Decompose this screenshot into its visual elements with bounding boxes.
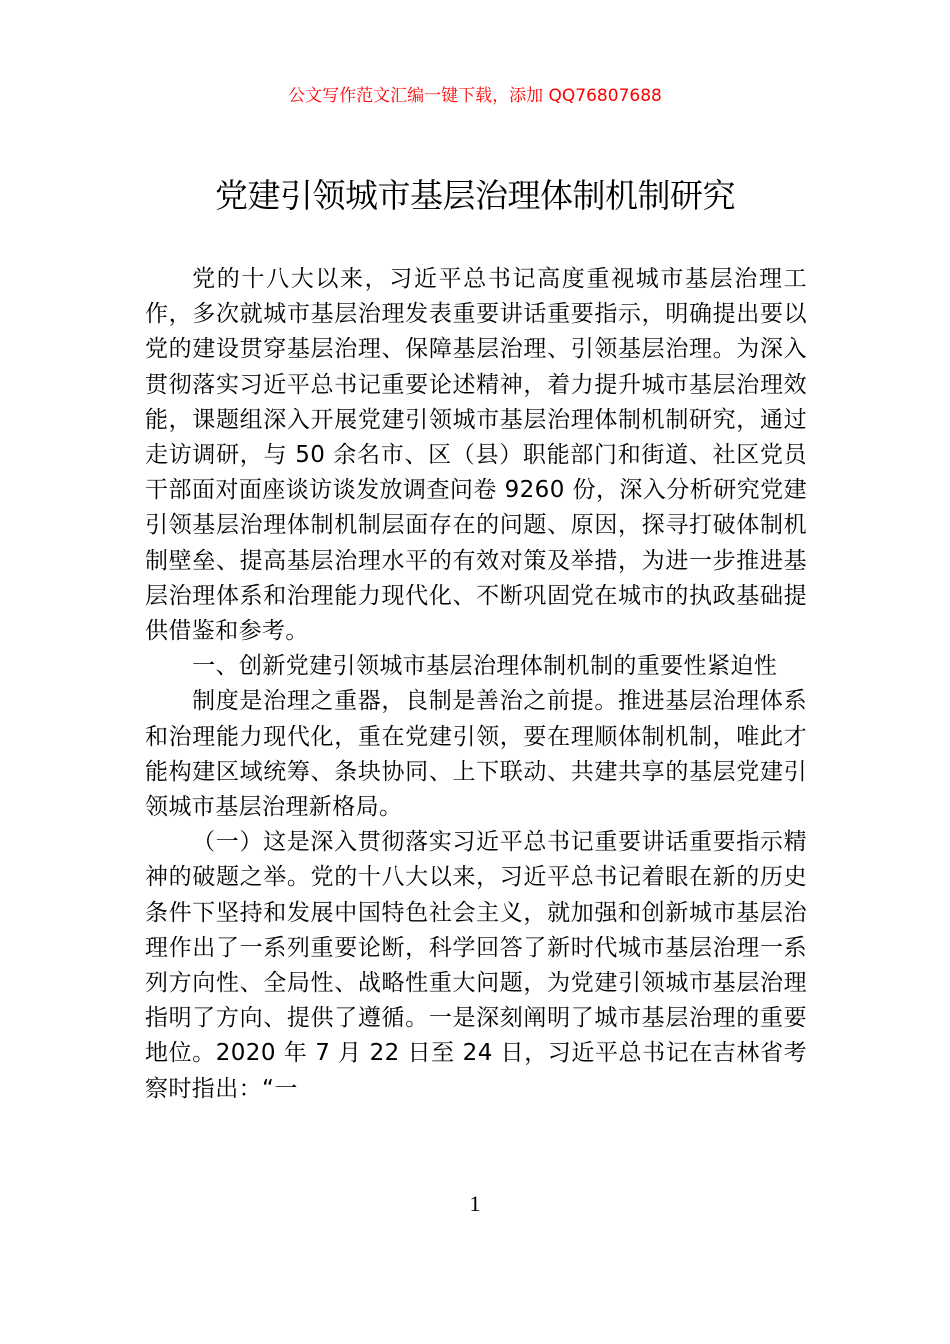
paragraph-subsection-1: （一）这是深入贯彻落实习近平总书记重要讲话重要指示精神的破题之举。党的十八大以来，习近平总书记着眼在新的历史条件下坚持和发展中国特色社会主义，就加强和创新城市基层治理作出了一系列重要论断，科学回答了新时代城市基层治理一系列方向性、全局性、战略性重大问题，为党建引领城市基层治理指明了方向、提供了遵循。一是深刻阐明了城市基层治理的重要地位。2020 年 7 月 22 日至 24 日，习近平总书记在吉林省考察时指出：“一 (145, 829, 807, 1102)
document-body (145, 262, 807, 1107)
paragraph-system: 制度是治理之重器，良制是善治之前提。推进基层治理体系和治理能力现代化，重在党建引领，要在理顺体制机制，唯此才能构建区域统筹、条块协同、上下联动、共建共享的基层党建引领城市基层治理新格局。 (145, 688, 807, 821)
document-title: 党建引领城市基层治理体制机制研究 (215, 176, 735, 215)
paragraph-intro: 党的十八大以来，习近平总书记高度重视城市基层治理工作，多次就城市基层治理发表重要讲话重要指示，明确提出要以党的建设贯穿基层治理、保障基层治理、引领基层治理。为深入贯彻落实习近平总书记重要论述精神，着力提升城市基层治理效能，课题组深入开展党建引领城市基层治理体制机制研究，通过走访调研，与 50 余名市、区（县）职能部门和街道、社区党员干部面对面座谈访谈发放调查问卷 9260 份，深入分析研究党建引领基层治理体制机制层面存在的问题、原因，探寻打破体制机制壁垒、提高基层治理水平的有效对策及举措，为进一步推进基层治理体系和治理能力现代化、不断巩固党在城市的执政基础提供借鉴和参考。 (145, 266, 807, 645)
section-heading-1: 一、创新党建引领城市基层治理体制机制的重要性紧迫性 (192, 653, 778, 680)
page-number: 1 (469, 1191, 481, 1216)
download-banner: 公文写作范文汇编一键下载，添加 QQ76807688 (288, 86, 662, 106)
